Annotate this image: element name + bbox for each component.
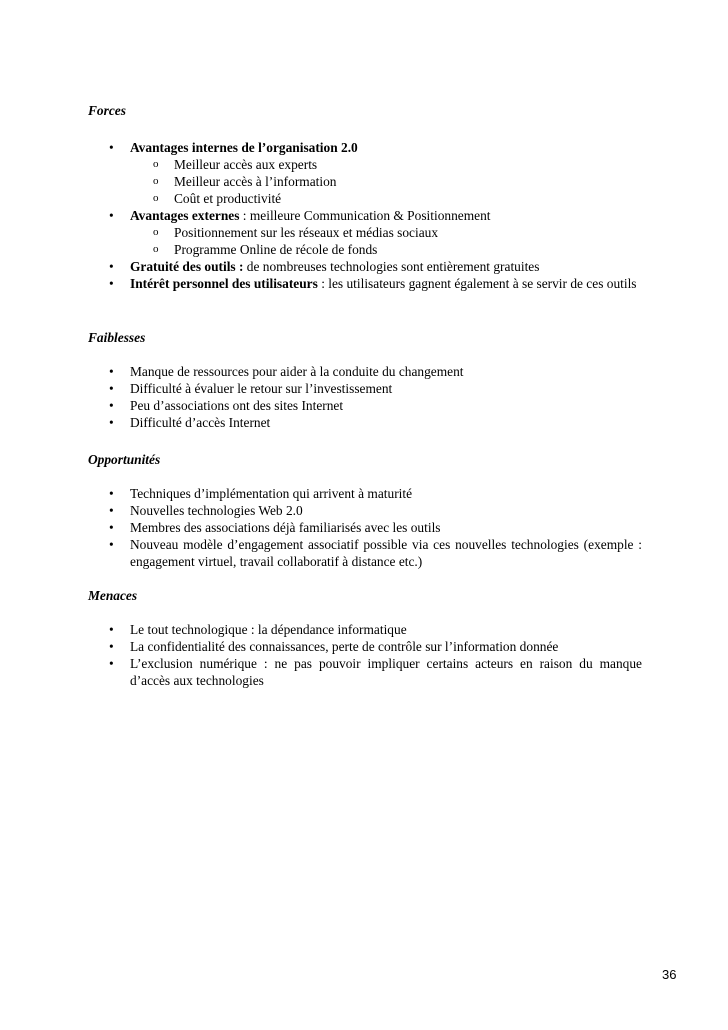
- list-item: [88, 139, 642, 207]
- section-heading-forces: Forces: [88, 103, 126, 118]
- list-item: • L’exclusion numérique : ne pas pouvoir impliquer certains acteurs en raison du manque d’accès aux technologies: [88, 655, 642, 689]
- menaces-list: [88, 621, 642, 689]
- list-item: • Nouvelles technologies Web 2.0: [88, 502, 642, 519]
- sub-list-item: o Coût et productivité: [130, 190, 642, 207]
- list-item: • Membres des associations déjà familiarisés avec les outils: [88, 519, 642, 536]
- item-text: de nombreuses technologies sont entièrement gratuites: [243, 259, 540, 274]
- list-item: • Manque de ressources pour aider à la conduite du changement: [88, 363, 642, 380]
- opportunites-list: [88, 485, 642, 570]
- item-text: : meilleure Communication & Positionnement: [239, 208, 491, 223]
- item-lead: Intérêt personnel des utilisateurs: [130, 276, 318, 291]
- page-number: 36: [662, 967, 677, 982]
- item-lead: Gratuité des outils :: [130, 259, 244, 274]
- section-heading-opportunites: Opportunités: [88, 452, 161, 467]
- faiblesses-list: [88, 363, 642, 431]
- item-lead: Avantages internes de l’organisation 2.0: [130, 140, 358, 155]
- item-text: : les utilisateurs gagnent également à se servir de ces outils: [317, 276, 637, 291]
- list-item: • La confidentialité des connaissances, perte de contrôle sur l’information donnée: [88, 638, 642, 655]
- list-item: • Nouveau modèle d’engagement associatif possible via ces nouvelles technologies (exemple : engagement virtuel, travail collaboratif à distance etc.): [88, 536, 642, 570]
- list-item: • Peu d’associations ont des sites Internet: [88, 397, 642, 414]
- list-item: [88, 275, 642, 292]
- list-item: • Difficulté d’accès Internet: [88, 414, 642, 431]
- section-heading-menaces: Menaces: [88, 588, 138, 603]
- forces-list: [88, 139, 642, 292]
- sub-list-item: o Programme Online de récole de fonds: [130, 241, 642, 258]
- list-item: • Difficulté à évaluer le retour sur l’investissement: [88, 380, 642, 397]
- sub-list-item: o Meilleur accès à l’information: [130, 173, 642, 190]
- sub-list-item: o Positionnement sur les réseaux et médias sociaux: [130, 224, 642, 241]
- sub-list-item: o Meilleur accès aux experts: [130, 156, 642, 173]
- list-item: [88, 258, 642, 275]
- sub-list: [130, 224, 642, 258]
- list-item: • Techniques d’implémentation qui arrivent à maturité: [88, 485, 642, 502]
- list-item: • Le tout technologique : la dépendance informatique: [88, 621, 642, 638]
- list-item: [88, 207, 642, 258]
- section-heading-faiblesses: Faiblesses: [88, 330, 146, 345]
- item-lead: Avantages externes: [130, 208, 240, 223]
- sub-list: [130, 156, 642, 207]
